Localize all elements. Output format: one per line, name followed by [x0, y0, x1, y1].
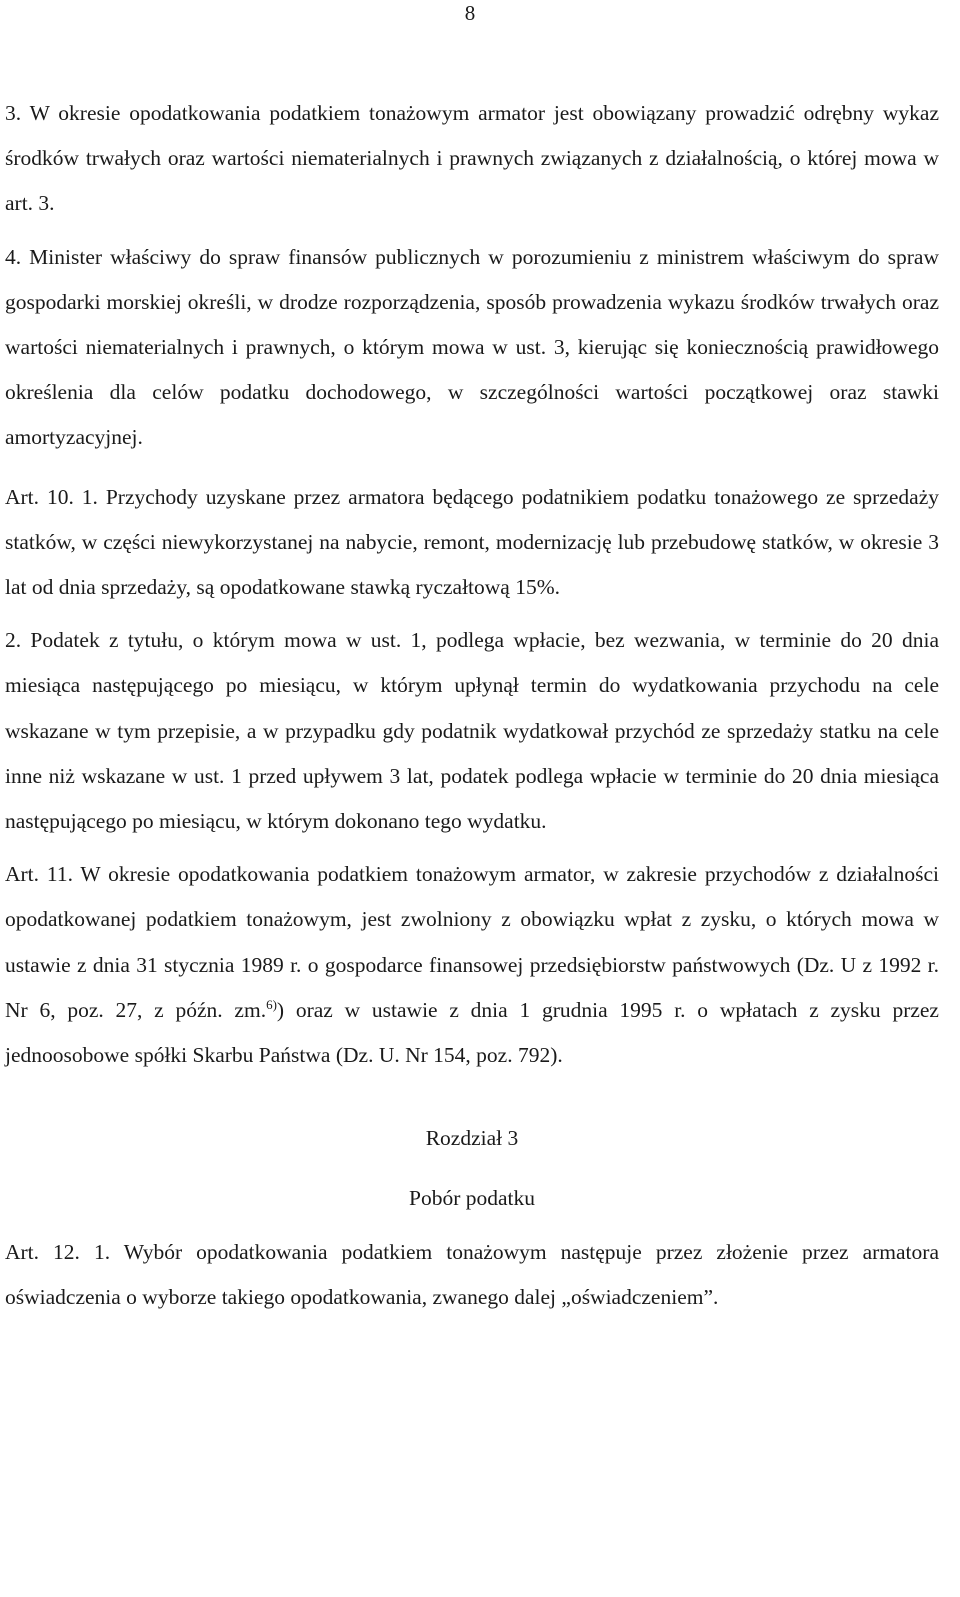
paragraph-art11: [5, 852, 939, 1078]
paragraph-art11-part2: ) oraz w ustawie z dnia 1 grudnia 1995 r. o wpłatach z zysku przez jednoosobowe spółki Skarbu Państwa (Dz. U. Nr 154, poz. 792).: [5, 997, 939, 1068]
paragraph-art10-ust2: 2. Podatek z tytułu, o którym mowa w ust. 1, podlega wpłacie, bez wezwania, w terminie do 20 dnia miesiąca następującego po miesiącu, w którym upłynął termin do wydatkowania przychodu na cele wskazane w tym przepisie, a w przypadku gdy podatnik wydatkował przychód ze sprzedaży statku na cele inne niż wskazane w ust. 1 przed upływem 3 lat, podatek podlega wpłacie w terminie do 20 dnia miesiąca następującego po miesiącu, w którym dokonano tego wydatku.: [5, 628, 939, 834]
chapter-title: Pobór podatku: [408, 1186, 535, 1211]
document-body: [5, 91, 939, 1320]
paragraph-art11-part1: Art. 11. W okresie opodatkowania podatkiem tonażowym armator, w zakresie przychodów z działalności opodatkowanej podatkiem tonażowym, jest zwolniony z obowiązku wpłat z zysku, o których mowa w ustawie z dnia 31 stycznia 1989 r. o gospodarce finansowej przedsiębiorstw państwowych (Dz. U z 1992 r. Nr 6, poz. 27, z późn. zm.: [5, 862, 939, 1022]
footnote-reference: 6): [266, 996, 277, 1012]
paragraph-art9-ust3: 3. W okresie opodatkowania podatkiem tonażowym armator jest obowiązany prowadzić odrębny wykaz środków trwałych oraz wartości niematerialnych i prawnych związanych z działalnością, o której mowa w art. 3.: [5, 101, 939, 216]
page-number: 8: [464, 1, 476, 25]
paragraph-art12-ust1: Art. 12. 1. Wybór opodatkowania podatkiem tonażowym następuje przez złożenie przez armatora oświadczenia o wyborze takiego opodatkowania, zwanego dalej „oświadczeniem”.: [5, 1239, 939, 1309]
paragraph-art10-ust1: Art. 10. 1. Przychody uzyskane przez armatora będącego podatnikiem podatku tonażowego ze sprzedaży statków, w części niewykorzystanej na nabycie, remont, modernizację lub przebudowę statków, w okresie 3 lat od dnia sprzedaży, są opodatkowane stawką ryczałtową 15%.: [5, 484, 939, 600]
paragraph-art9-ust4: 4. Minister właściwy do spraw finansów publicznych w porozumieniu z ministrem właściwym do spraw gospodarki morskiej określi, w drodze rozporządzenia, sposób prowadzenia wykazu środków trwałych oraz wartości niematerialnych i prawnych, o którym mowa w ust. 3, kierując się koniecznością prawidłowego określenia dla celów podatku dochodowego, w szczególności wartości początkowej oraz stawki amortyzacyjnej.: [5, 244, 939, 450]
chapter-number: Rozdział 3: [425, 1126, 519, 1151]
